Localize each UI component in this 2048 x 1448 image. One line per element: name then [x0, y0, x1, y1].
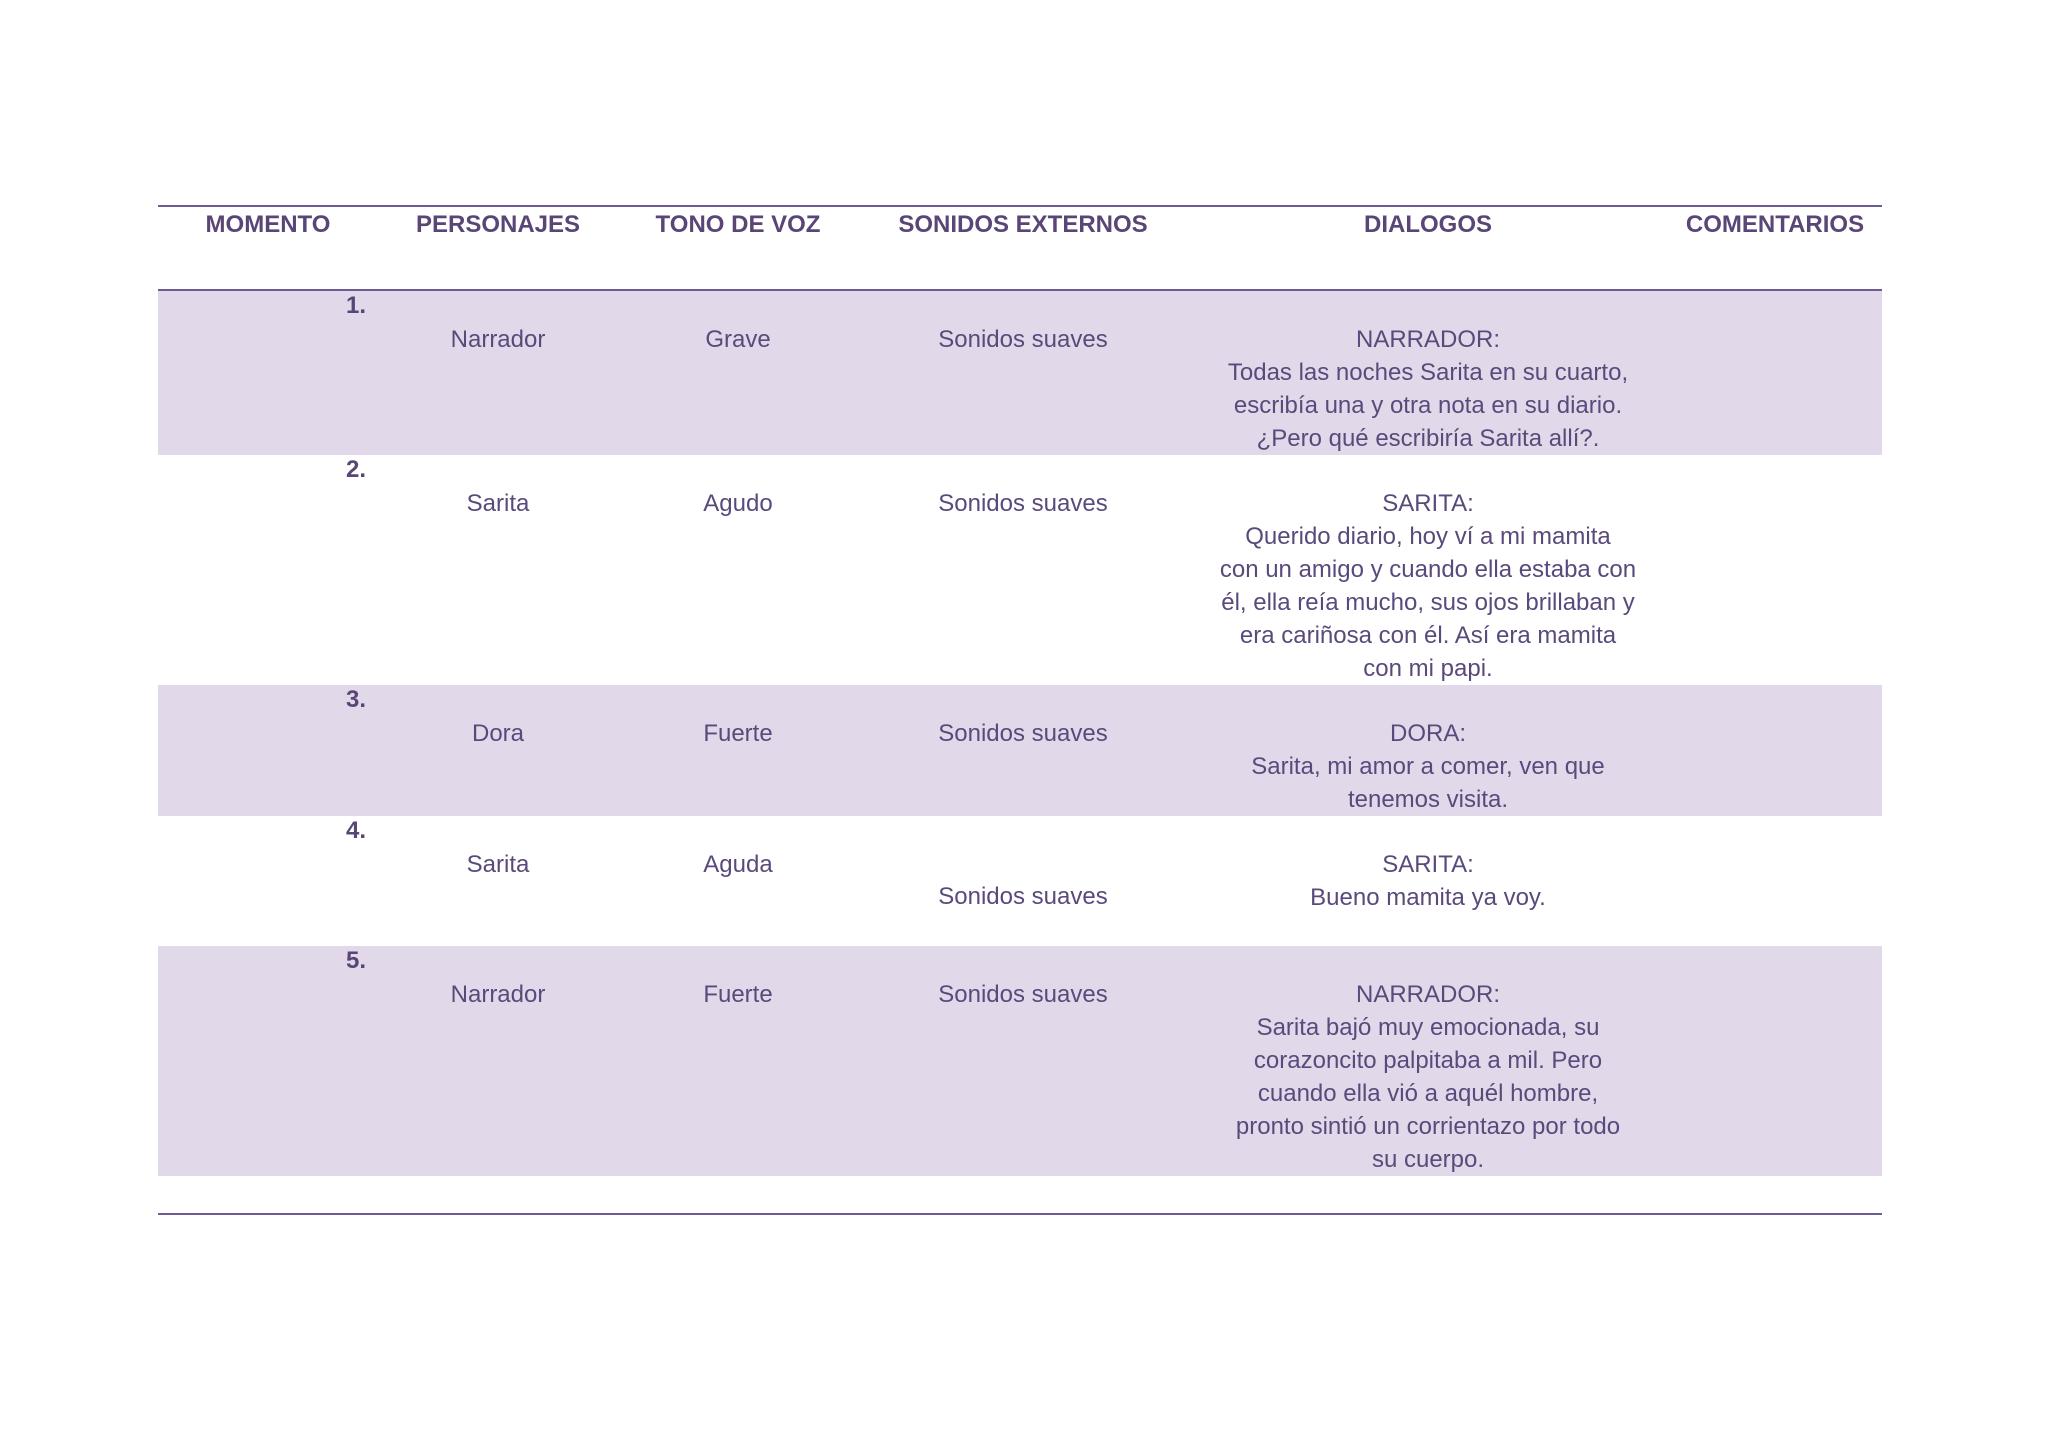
sonidos-cell: Sonidos suaves: [858, 946, 1188, 1176]
tono-cell: Fuerte: [618, 946, 858, 1176]
personaje-cell: Dora: [378, 685, 618, 816]
table-header-row: [158, 206, 1882, 290]
header-comentarios: COMENTARIOS: [1685, 211, 1865, 238]
dialogo-cell: SARITA: Bueno mamita ya voy.: [1188, 816, 1668, 946]
sonidos-cell: Sonidos suaves: [858, 455, 1188, 685]
momento-number: 3.: [346, 686, 367, 713]
comentarios-cell: [1668, 946, 1882, 1176]
tono-cell: Grave: [618, 290, 858, 455]
comentarios-cell: [1668, 455, 1882, 685]
header-momento: MOMENTO: [205, 211, 331, 238]
personaje-cell: Narrador: [378, 290, 618, 455]
table-bottom-rule: [158, 1176, 1882, 1214]
table-row: [158, 455, 1882, 685]
dialogo-cell: DORA: Sarita, mi amor a comer, ven que tenemos visita.: [1188, 685, 1668, 816]
momento-cell: [158, 455, 378, 685]
momento-number: 2.: [346, 456, 367, 483]
sonidos-cell: Sonidos suaves: [858, 290, 1188, 455]
dialogo-cell: NARRADOR: Sarita bajó muy emocionada, su corazoncito palpitaba a mil. Pero cuando ella vió a aquél hombre, pronto sintió un corrientazo por todo su cuerpo.: [1188, 946, 1668, 1176]
personaje-cell: Sarita: [378, 816, 618, 946]
momento-cell: [158, 816, 378, 946]
momento-cell: [158, 685, 378, 816]
table-row: [158, 816, 1882, 946]
table-row: [158, 290, 1882, 455]
tono-cell: Fuerte: [618, 685, 858, 816]
sonidos-cell: Sonidos suaves: [858, 816, 1188, 946]
comentarios-cell: [1668, 816, 1882, 946]
header-dialogos: DIALOGOS: [1363, 211, 1492, 238]
header-personajes: PERSONAJES: [415, 211, 581, 238]
momento-cell: [158, 946, 378, 1176]
script-table: [158, 205, 1882, 1215]
personaje-cell: Sarita: [378, 455, 618, 685]
tono-cell: Aguda: [618, 816, 858, 946]
header-tono-de-voz: TONO DE VOZ: [655, 211, 821, 238]
momento-number: 4.: [346, 817, 367, 844]
comentarios-cell: [1668, 685, 1882, 816]
dialogo-cell: NARRADOR: Todas las noches Sarita en su cuarto, escribía una y otra nota en su diario. ¿Pero qué escribiría Sarita allí?.: [1188, 290, 1668, 455]
sonidos-cell: Sonidos suaves: [858, 685, 1188, 816]
table-row: [158, 946, 1882, 1176]
table-row: [158, 685, 1882, 816]
dialogo-cell: SARITA: Querido diario, hoy ví a mi mamita con un amigo y cuando ella estaba con él, ella reía mucho, sus ojos brillaban y era cariñosa con él. Así era mamita con mi papi.: [1188, 455, 1668, 685]
momento-cell: [158, 290, 378, 455]
table-end-spacer: [158, 1176, 1882, 1214]
tono-cell: Agudo: [618, 455, 858, 685]
momento-number: 5.: [346, 947, 367, 974]
comentarios-cell: [1668, 290, 1882, 455]
momento-number: 1.: [346, 292, 367, 319]
personaje-cell: Narrador: [378, 946, 618, 1176]
script-table-container: [158, 205, 1882, 1215]
header-sonidos-externos: SONIDOS EXTERNOS: [898, 211, 1148, 238]
